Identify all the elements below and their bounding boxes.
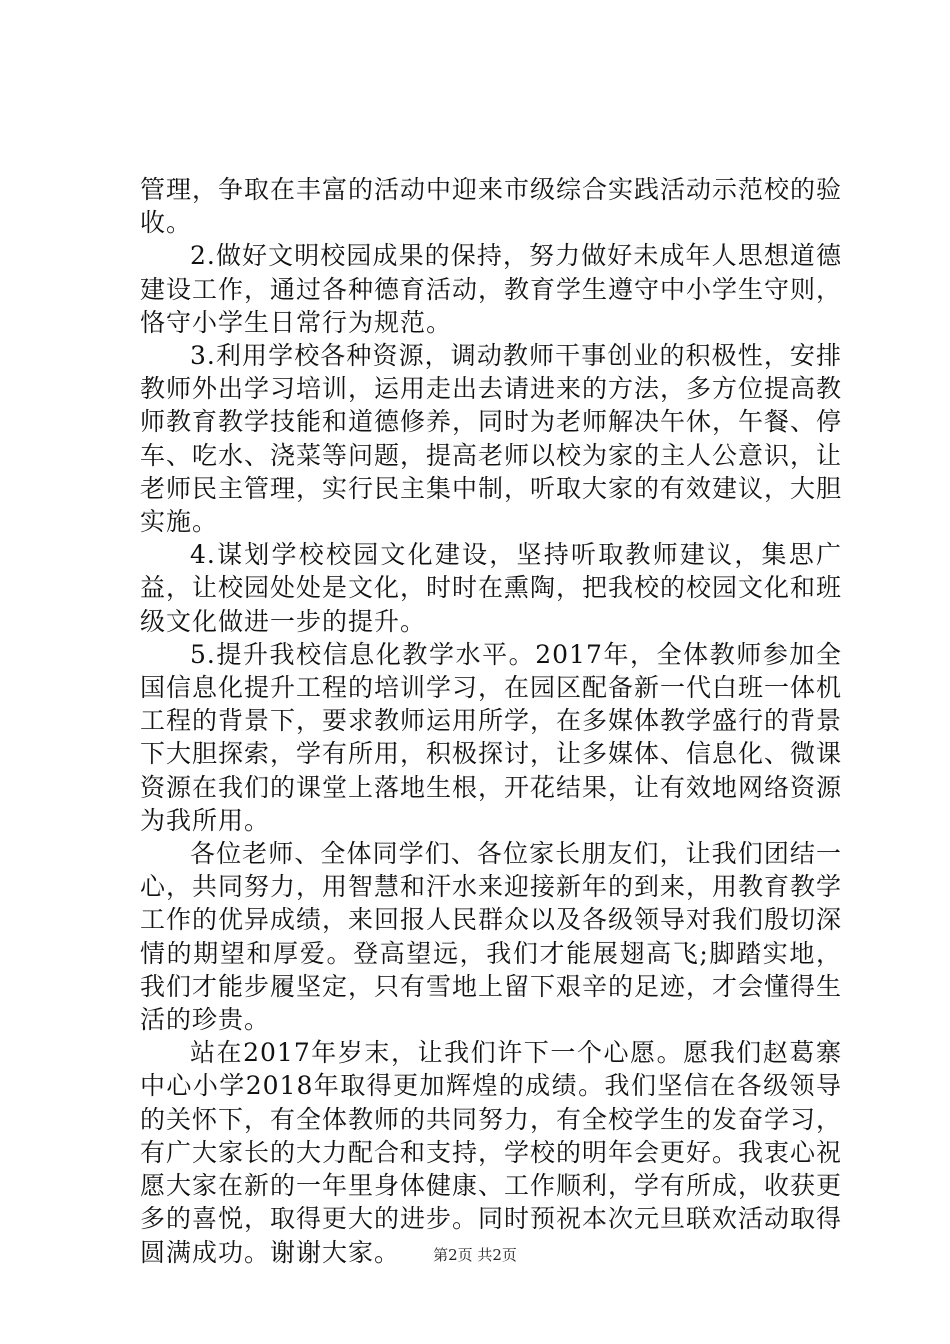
page-footer: 第2页 共2页 — [433, 1246, 517, 1264]
paragraph-continuation: 管理，争取在丰富的活动中迎来市级综合实践活动示范校的验收。 — [140, 175, 843, 238]
paragraph-item-5: 5.提升我校信息化教学水平。2017年，全体教师参加全国信息化提升工程的培训学习，在园区配备新一代白班一体机工程的背景下，要求教师运用所学，在多媒体教学盛行的背景下大胆探索，学有所用，积极探讨，让多媒体、信息化、微课资源在我们的课堂上落地生根，开花结果，让有效地网络资源为我所用。 — [140, 639, 843, 835]
paragraph-item-3: 3.利用学校各种资源，调动教师干事创业的积极性，安排教师外出学习培训，运用走出去请进来的方法，多方位提高教师教育教学技能和道德修养，同时为老师解决午休，午餐、停车、吃水、浇菜等问题，提高老师以校为家的主人公意识，让老师民主管理，实行民主集中制，听取大家的有效建议，大胆实施。 — [140, 341, 843, 537]
paragraph-item-2: 2.做好文明校园成果的保持，努力做好未成年人思想道德建设工作，通过各种德育活动，教育学生遵守中小学生守则，恪守小学生日常行为规范。 — [140, 241, 843, 337]
paragraph-item-4: 4.谋划学校校园文化建设，坚持听取教师建议，集思广益，让校园处处是文化，时时在熏陶，把我校的校园文化和班级文化做进一步的提升。 — [140, 540, 843, 636]
paragraph-closing: 站在2017年岁末，让我们许下一个心愿。愿我们赵葛寨中心小学2018年取得更加辉煌的成绩。我们坚信在各级领导的关怀下，有全体教师的共同努力，有全校学生的发奋学习，有广大家长的大力配合和支持，学校的明年会更好。我衷心祝愿大家在新的一年里身体健康、工作顺利，学有所成，收获更多的喜悦，取得更大的进步。同时预祝本次元旦联欢活动取得圆满成功。谢谢大家。 — [140, 1038, 843, 1267]
paragraph-appeal: 各位老师、全体同学们、各位家长朋友们，让我们团结一心，共同努力，用智慧和汗水来迎接新年的到来，用教育教学工作的优异成绩，来回报人民群众以及各级领导对我们殷切深情的期望和厚爱。登高望远，我们才能展翅高飞;脚踏实地，我们才能步履坚定，只有雪地上留下艰辛的足迹，才会懂得生活的珍贵。 — [140, 839, 843, 1035]
document-body — [140, 173, 842, 1269]
